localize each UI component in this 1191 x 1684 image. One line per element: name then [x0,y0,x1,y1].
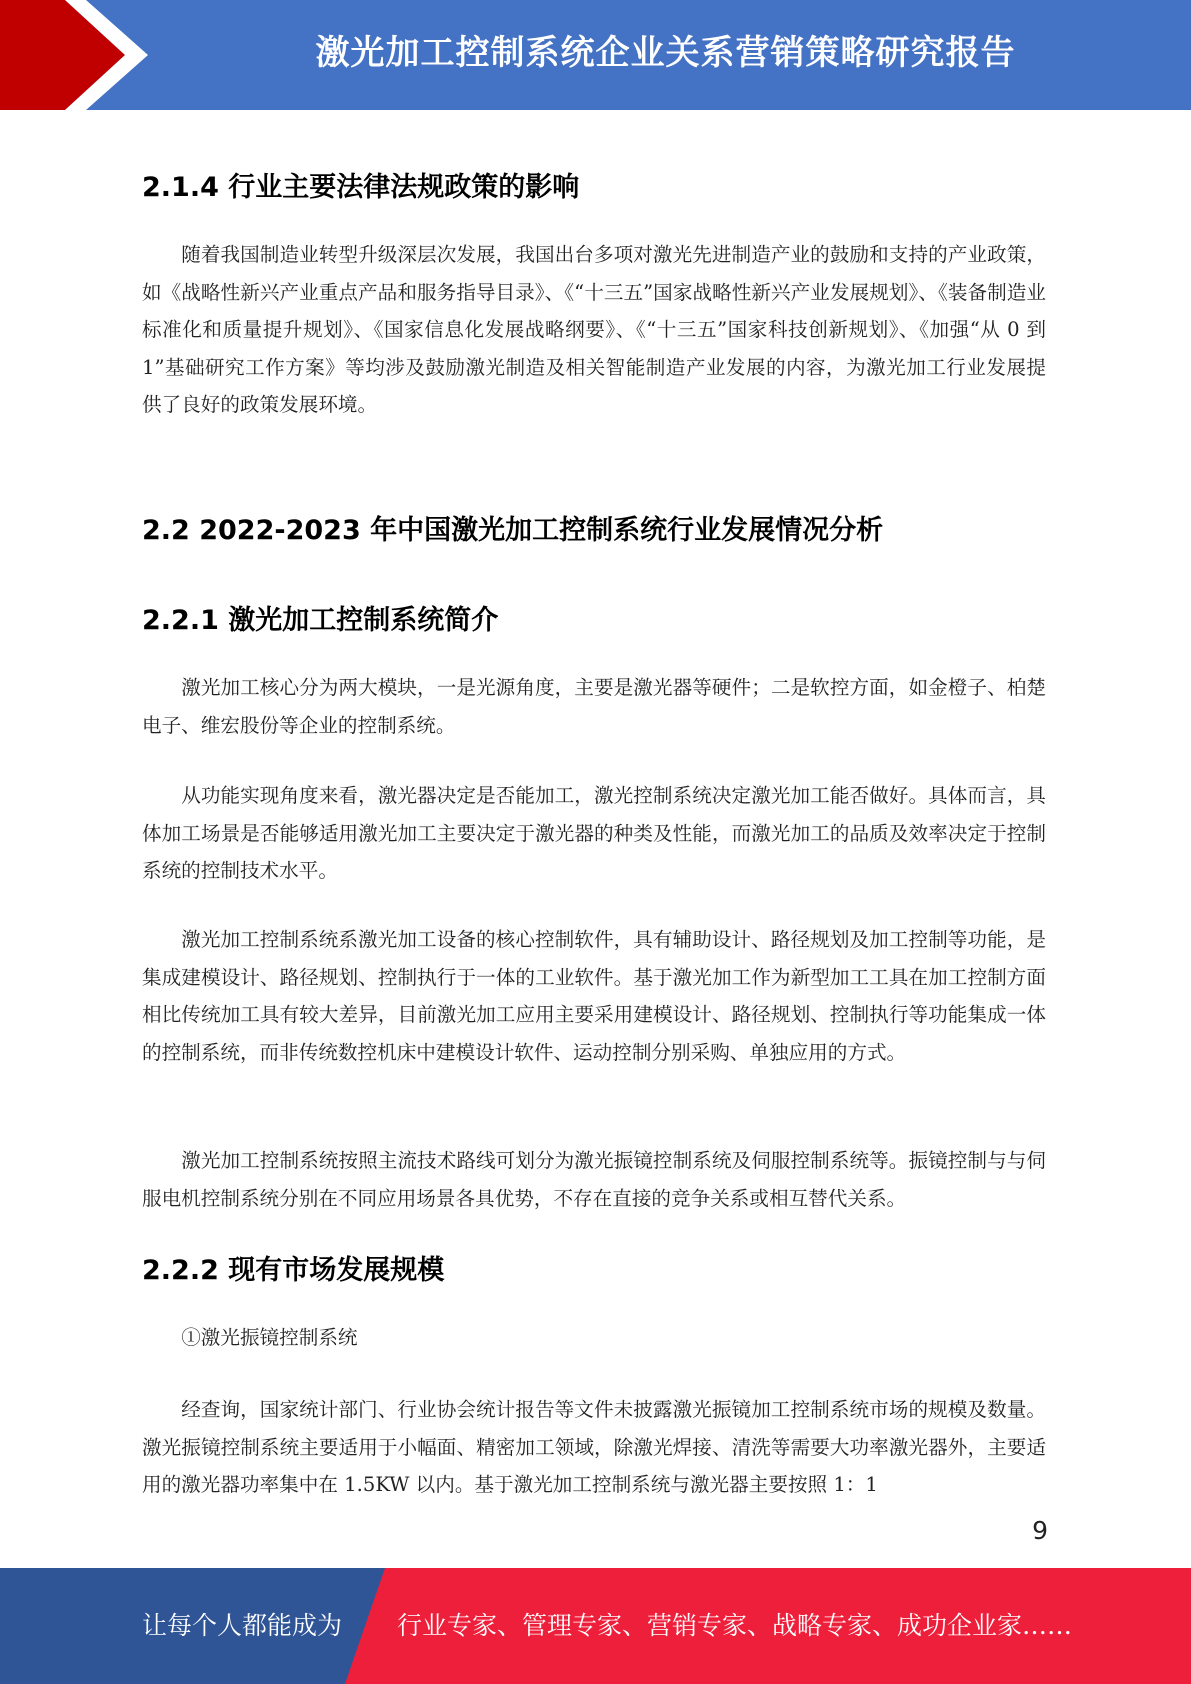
paragraph: 经查询，国家统计部门、行业协会统计报告等文件未披露激光振镜加工控制系统市场的规模及数量。激光振镜控制系统主要适用于小幅面、精密加工领域，除激光焊接、清洗等需要大功率激光器外，主要适用的激光器功率集中在 1.5KW 以内。基于激光加工控制系统与激光器主要按照 1：1 [142,1398,1046,1496]
paragraph: 激光加工核心分为两大模块，一是光源角度，主要是激光器等硬件；二是软控方面，如金橙子、柏楚电子、维宏股份等企业的控制系统。 [142,676,1046,737]
paragraph: 从功能实现角度来看，激光器决定是否能加工，激光控制系统决定激光加工能否做好。具体而言，具体加工场景是否能够适用激光加工主要决定于激光器的种类及性能，而激光加工的品质及效率决定于控制系统的控制技术水平。 [142,784,1046,882]
section-heading-2-1-4: 2.1.4 行业主要法律法规政策的影响 [142,172,580,203]
section-heading-2-2: 2.2 2022-2023 年中国激光加工控制系统行业发展情况分析 [142,515,884,546]
footer-slogan-right: 行业专家、管理专家、营销专家、战略专家、成功企业家…… [397,1611,1073,1640]
paragraph: 激光加工控制系统按照主流技术路线可划分为激光振镜控制系统及伺服控制系统等。振镜控制与与伺服电机控制系统分别在不同应用场景各具优势，不存在直接的竞争关系或相互替代关系。 [142,1149,1046,1210]
report-title: 激光加工控制系统企业关系营销策略研究报告 [315,33,1016,73]
section-heading-2-2-1: 2.2.1 激光加工控制系统简介 [142,605,499,636]
page-header [0,0,1191,110]
list-item-label: ①激光振镜控制系统 [181,1326,358,1349]
paragraph: 随着我国制造业转型升级深层次发展，我国出台多项对激光先进制造产业的鼓励和支持的产业政策，如《战略性新兴产业重点产品和服务指导目录》、《“十三五”国家战略性新兴产业发展规划》、《装备制造业标准化和质量提升规划》、《国家信息化发展战略纲要》、《“十三五”国家科技创新规划》、《加强“从 0 到 1”基础研究工作方案》等均涉及鼓励激光制造及相关智能制造产业发展的内容，为激光加工行业发展提供了良好的政策发展环境。 [142,243,1046,416]
paragraph: 激光加工控制系统系激光加工设备的核心控制软件，具有辅助设计、路径规划及加工控制等功能，是集成建模设计、路径规划、控制执行于一体的工业软件。基于激光加工作为新型加工工具在加工控制方面相比传统加工具有较大差异，目前激光加工应用主要采用建模设计、路径规划、控制执行等功能集成一体的控制系统，而非传统数控机床中建模设计软件、运动控制分别采购、单独应用的方式。 [142,928,1046,1064]
page-footer [0,1568,1191,1684]
footer-slogan-left: 让每个人都能成为 [142,1611,343,1640]
section-heading-2-2-2: 2.2.2 现有市场发展规模 [142,1255,445,1286]
page-number: 9 [1032,1516,1048,1545]
